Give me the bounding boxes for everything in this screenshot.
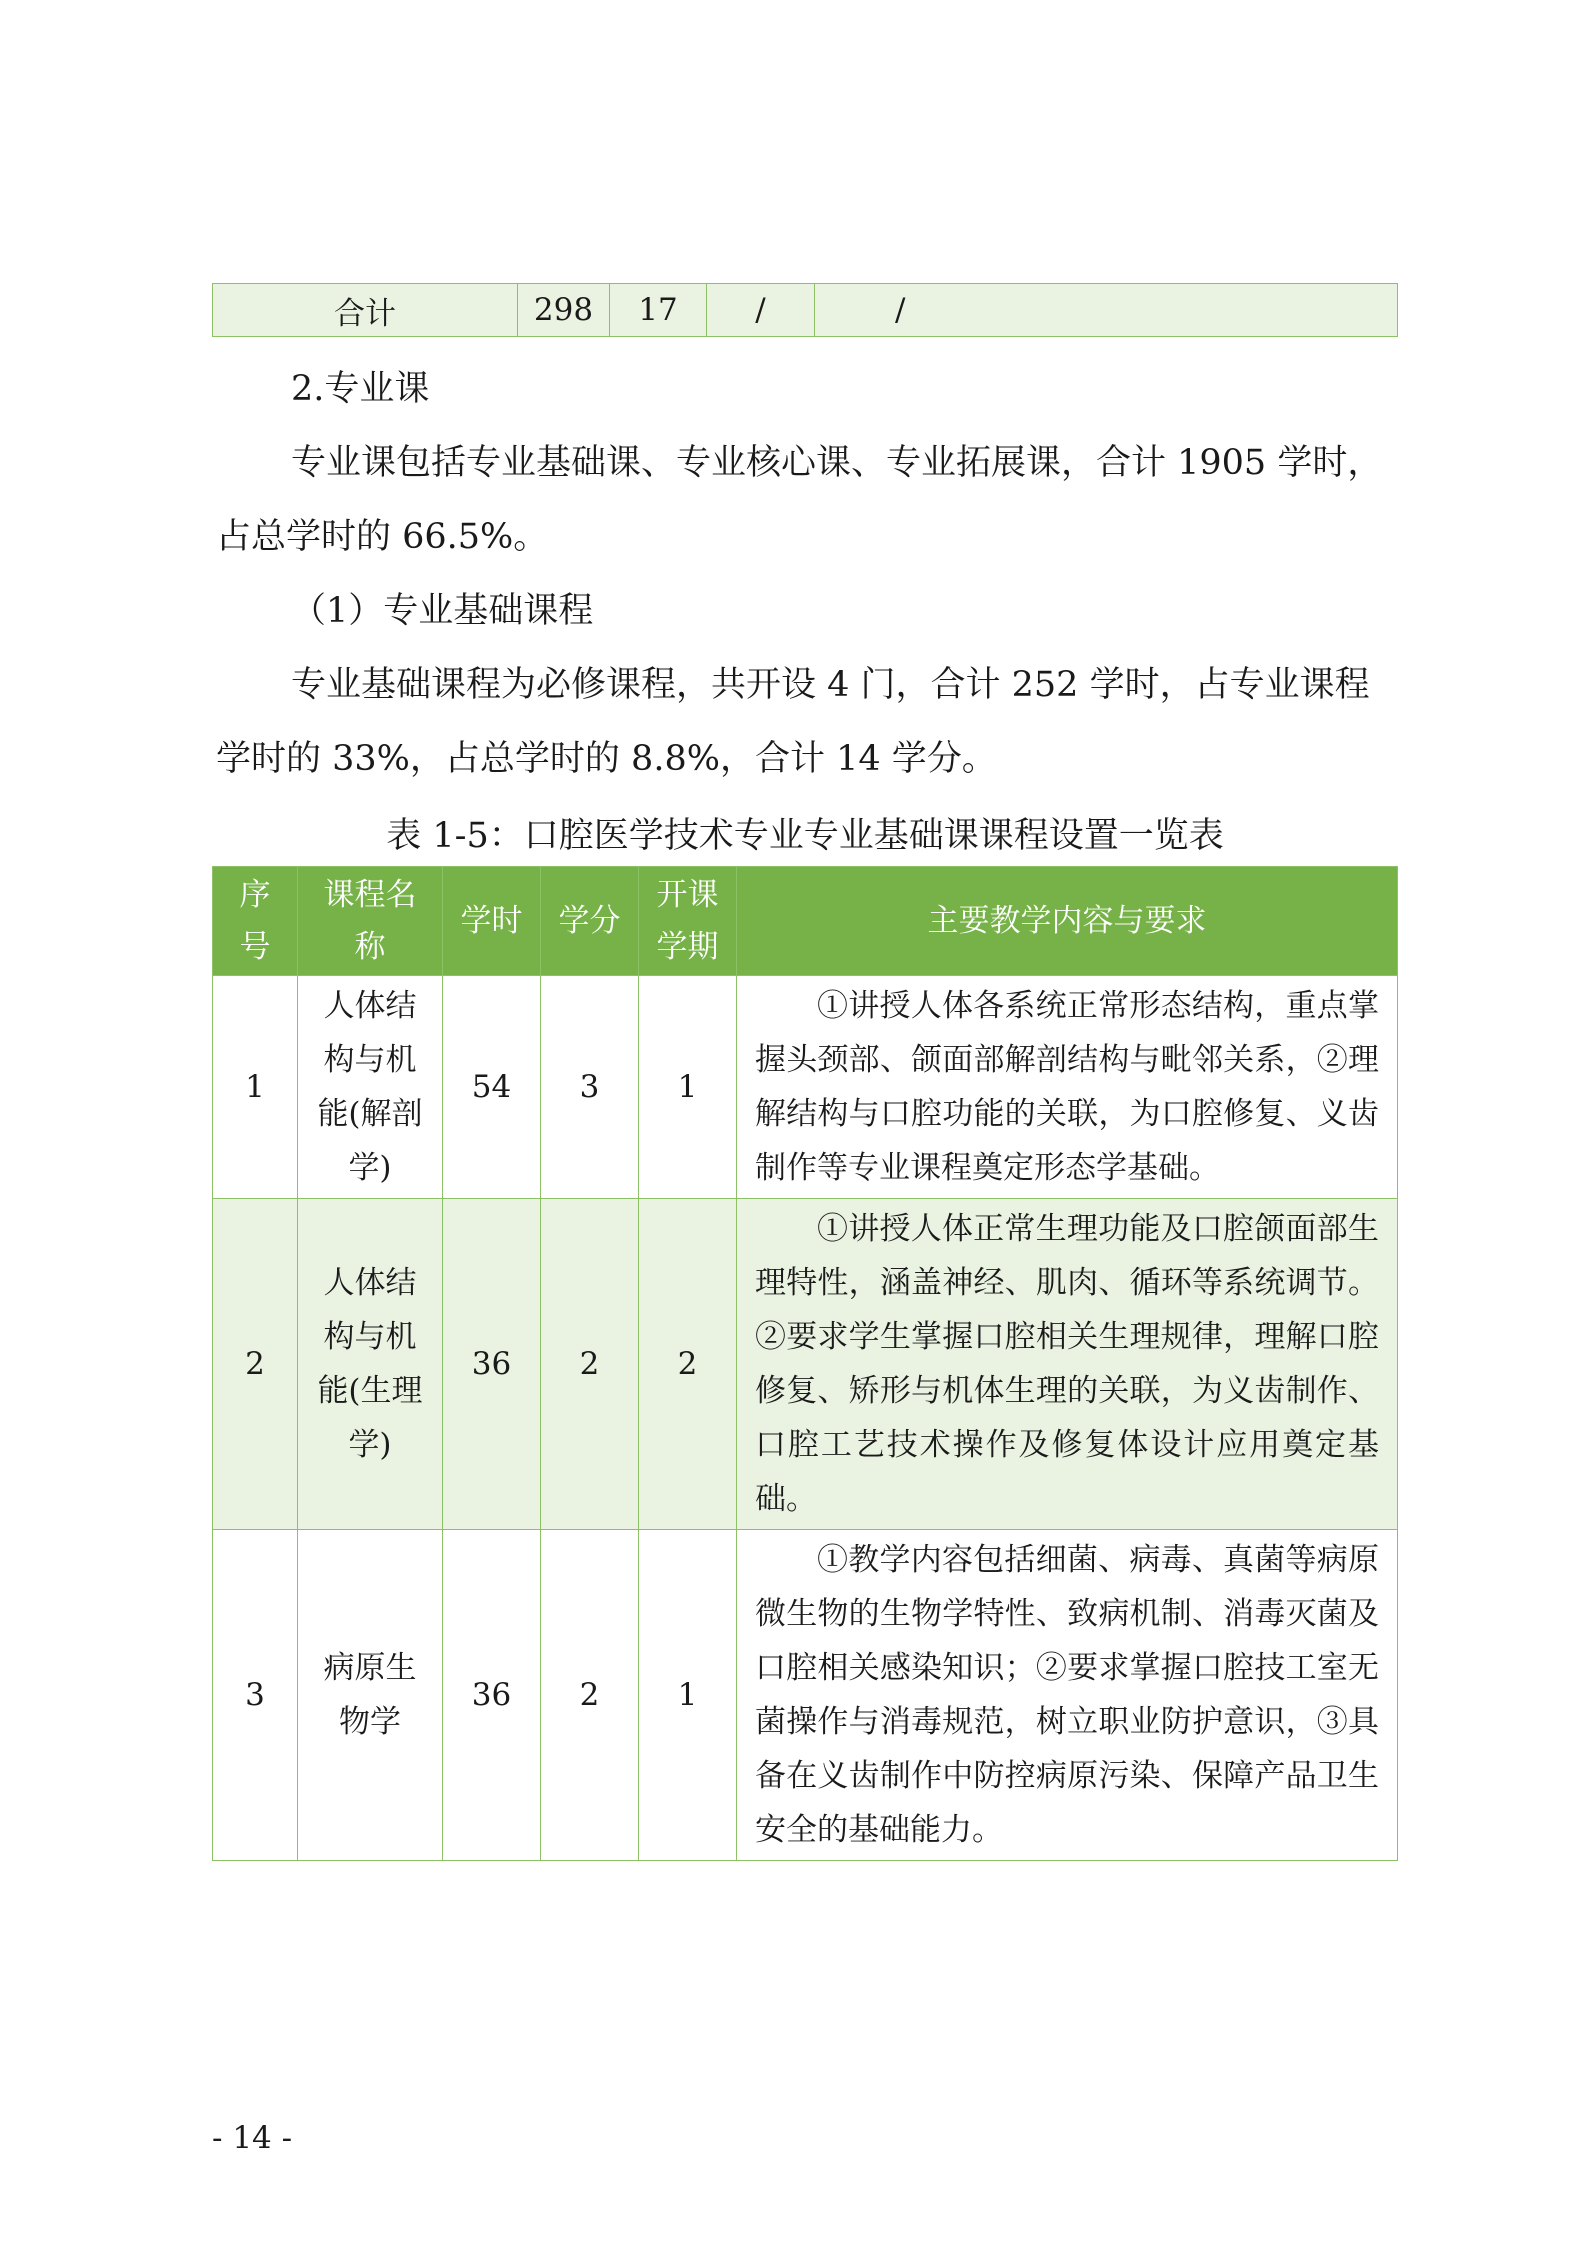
row-semester: 1 bbox=[639, 976, 737, 1199]
summary-credits: 17 bbox=[610, 284, 707, 337]
summary-hours: 298 bbox=[518, 284, 610, 337]
summary-row bbox=[213, 284, 1398, 337]
row-course-name: 人体结构与机能(解剖学) bbox=[298, 976, 443, 1199]
row-course-name: 人体结构与机能(生理学) bbox=[298, 1199, 443, 1530]
row-no: 1 bbox=[213, 976, 298, 1199]
row-semester: 1 bbox=[639, 1530, 737, 1861]
table-row bbox=[213, 976, 1398, 1199]
summary-content: / bbox=[815, 284, 1398, 337]
row-semester: 2 bbox=[639, 1199, 737, 1530]
row-credits: 3 bbox=[541, 976, 639, 1199]
row-no: 3 bbox=[213, 1530, 298, 1861]
header-credits: 学分 bbox=[541, 867, 639, 976]
section-heading: 2.专业课 bbox=[291, 369, 430, 409]
header-course-name: 课程名称 bbox=[298, 867, 443, 976]
row-content: ①讲授人体各系统正常形态结构，重点掌握头颈部、颌面部解剖结构与毗邻关系，②理解结构与口腔功能的关联，为口腔修复、义齿制作等专业课程奠定形态学基础。 bbox=[737, 976, 1398, 1199]
row-content: ①教学内容包括细菌、病毒、真菌等病原微生物的生物学特性、致病机制、消毒灭菌及口腔相关感染知识；②要求掌握口腔技工室无菌操作与消毒规范，树立职业防护意识，③具备在义齿制作中防控病原污染、保障产品卫生安全的基础能力。 bbox=[737, 1530, 1398, 1861]
row-no: 2 bbox=[213, 1199, 298, 1530]
row-content: ①讲授人体正常生理功能及口腔颌面部生理特性，涵盖神经、肌肉、循环等系统调节。②要求学生掌握口腔相关生理规律，理解口腔修复、矫形与机体生理的关联，为义齿制作、口腔工艺技术操作及修复体设计应用奠定基础。 bbox=[737, 1199, 1398, 1530]
intro-paragraph: 专业课包括专业基础课、专业核心课、专业拓展课，合计 1905 学时，占总学时的 66.5%。 bbox=[216, 443, 1383, 557]
row-credits: 2 bbox=[541, 1199, 639, 1530]
row-credits: 2 bbox=[541, 1530, 639, 1861]
header-content: 主要教学内容与要求 bbox=[737, 867, 1398, 976]
row-hours: 54 bbox=[443, 976, 541, 1199]
table-row bbox=[213, 1199, 1398, 1530]
row-hours: 36 bbox=[443, 1530, 541, 1861]
summary-semester: / bbox=[707, 284, 815, 337]
subsection-heading: （1）专业基础课程 bbox=[291, 591, 594, 631]
subsection-paragraph: 专业基础课程为必修课程，共开设 4 门，合计 252 学时，占专业课程学时的 33%，占总学时的 8.8%，合计 14 学分。 bbox=[216, 665, 1370, 779]
page-number: - 14 - bbox=[212, 2120, 293, 2156]
summary-label: 合计 bbox=[213, 284, 518, 337]
table-header-row bbox=[213, 867, 1398, 976]
header-semester: 开课学期 bbox=[639, 867, 737, 976]
table-caption: 表 1-5：口腔医学技术专业专业基础课课程设置一览表 bbox=[386, 816, 1224, 856]
header-no: 序号 bbox=[213, 867, 298, 976]
summary-table bbox=[212, 283, 1398, 337]
row-hours: 36 bbox=[443, 1199, 541, 1530]
course-table bbox=[212, 866, 1398, 1861]
header-hours: 学时 bbox=[443, 867, 541, 976]
table-row bbox=[213, 1530, 1398, 1861]
row-course-name: 病原生物学 bbox=[298, 1530, 443, 1861]
